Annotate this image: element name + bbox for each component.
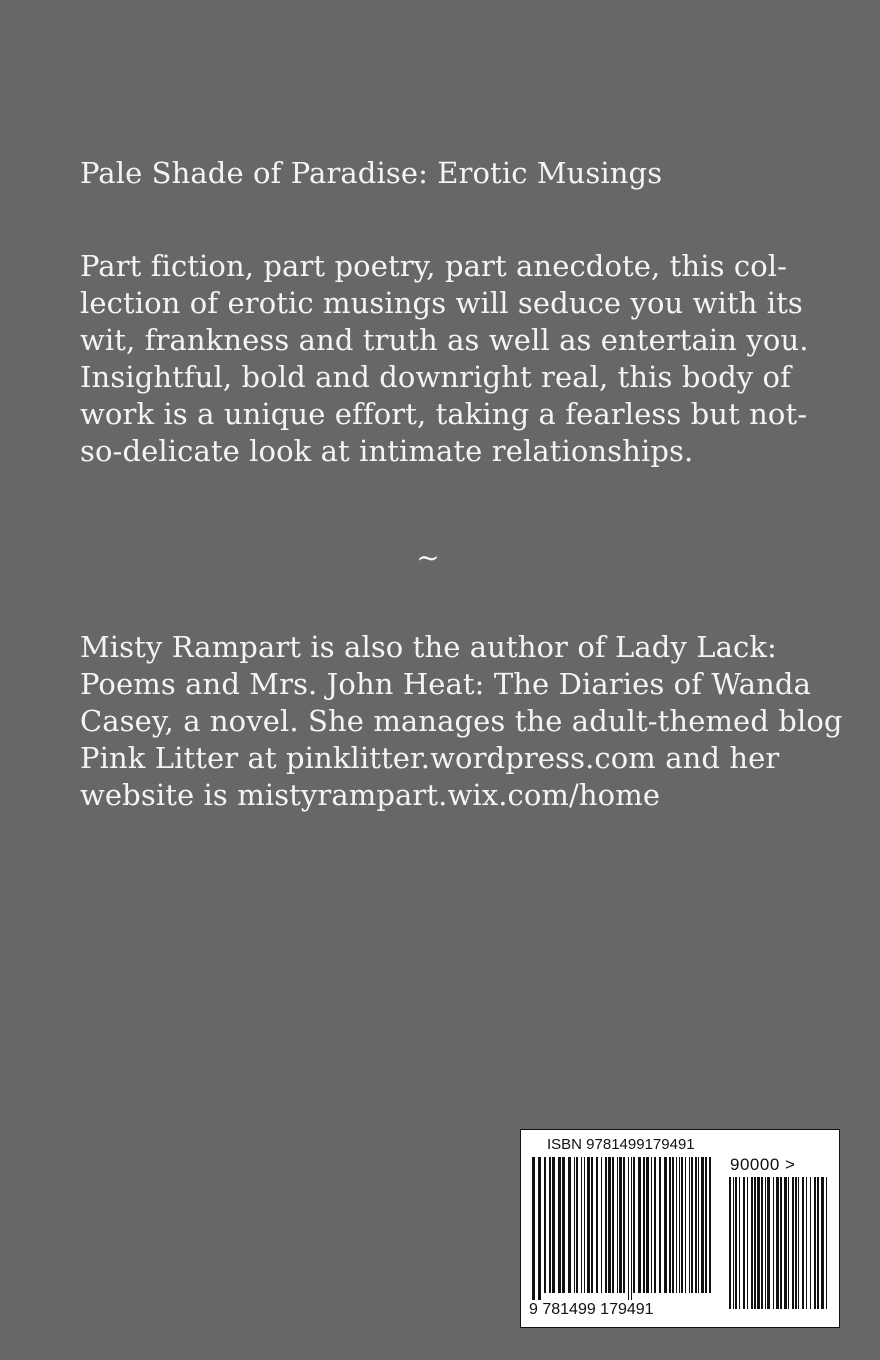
author-bio-line: Casey, a novel. She manages the adult-themed blog [80, 704, 843, 738]
barcode-bar [664, 1157, 667, 1293]
barcode-bar [646, 1157, 649, 1293]
barcode-bar [638, 1157, 641, 1293]
barcode-bar [549, 1157, 551, 1293]
barcode-bar [617, 1157, 618, 1293]
barcode-bar [776, 1177, 779, 1309]
barcode-bar [643, 1157, 645, 1293]
barcode-bar [795, 1177, 797, 1309]
barcode-bar [619, 1157, 622, 1293]
barcode-bar [695, 1157, 697, 1293]
separator-tilde: ~ [416, 541, 440, 574]
barcode-bar [806, 1177, 807, 1309]
blurb-line: wit, frankness and truth as well as entertain you. [80, 323, 809, 357]
barcode-bar [784, 1177, 787, 1309]
barcode-bar [628, 1157, 629, 1303]
barcode-bar [576, 1157, 578, 1293]
blurb-line: Part fiction, part poetry, part anecdote, this col- [80, 249, 788, 283]
barcode-bar [810, 1177, 811, 1309]
barcode-bar [651, 1157, 652, 1293]
barcode-bar [792, 1177, 794, 1309]
barcode-bar [552, 1157, 555, 1293]
barcode-bar [773, 1177, 774, 1309]
barcode-bar [788, 1177, 789, 1309]
blurb-line: lection of erotic musings will seduce you with its [80, 286, 803, 320]
barcode-bar [689, 1157, 690, 1293]
barcode-bar [685, 1157, 686, 1293]
barcode-bar [544, 1157, 546, 1293]
barcode-bar [654, 1157, 656, 1293]
barcode-bar [747, 1177, 748, 1309]
barcode-bar [612, 1157, 614, 1293]
author-bio-line: Misty Rampart is also the author of Lady Lack: [80, 630, 777, 664]
blurb-line: work is a unique effort, taking a fearless but not- [80, 397, 808, 431]
barcode-bar [705, 1157, 707, 1293]
barcode-bar [605, 1157, 607, 1293]
barcode-bar [802, 1177, 804, 1309]
barcode-bar [739, 1177, 740, 1309]
barcode-bar [757, 1177, 760, 1309]
barcode-bar [568, 1157, 571, 1293]
barcode-bar [631, 1157, 632, 1303]
book-title: Pale Shade of Paradise: Erotic Musings [80, 156, 663, 190]
barcode-bar [681, 1157, 683, 1293]
barcode-bar [659, 1157, 661, 1293]
barcode-bar [608, 1157, 611, 1293]
isbn-label: ISBN 9781499179491 [547, 1136, 695, 1153]
barcode-bar [574, 1157, 575, 1293]
barcode-bar [679, 1157, 680, 1293]
barcode-bar [672, 1157, 674, 1293]
barcode-bar [532, 1157, 535, 1303]
barcode-addon-icon [729, 1177, 829, 1319]
author-bio-line: Pink Litter at pinklitter.wordpress.com and her [80, 741, 780, 775]
barcode-bar [780, 1177, 782, 1309]
barcode-icon [532, 1157, 715, 1303]
barcode-bar [691, 1157, 693, 1293]
barcode-bar [817, 1177, 819, 1309]
barcode-bar [743, 1177, 745, 1309]
barcode-bar [669, 1157, 671, 1293]
barcode-bar [538, 1157, 541, 1303]
barcode-bar [765, 1177, 766, 1309]
barcode-bar [751, 1177, 753, 1309]
barcode-bar [698, 1157, 699, 1293]
blurb-line: so-delicate look at intimate relationships. [80, 434, 694, 468]
barcode-bar [623, 1157, 625, 1293]
barcode-bar [596, 1157, 598, 1293]
barcode-bar [767, 1177, 770, 1309]
barcode-bar [729, 1177, 731, 1309]
author-bio-line: website is mistyrampart.wix.com/home [80, 778, 661, 812]
barcode-bar [676, 1157, 677, 1293]
barcode-bar [558, 1157, 561, 1293]
barcode-bar [601, 1157, 602, 1293]
price-code: 90000 > [730, 1155, 796, 1174]
barcode-bar [701, 1157, 704, 1293]
barcode-digits: 9 781499 179491 [529, 1301, 654, 1318]
barcode-bar [591, 1157, 593, 1293]
barcode-bar [581, 1157, 582, 1293]
isbn-barcode [520, 1129, 840, 1328]
barcode-bar [826, 1177, 827, 1309]
barcode-bar [821, 1177, 824, 1309]
barcode-bar [814, 1177, 816, 1309]
barcode-bar [735, 1177, 737, 1309]
barcode-bar [733, 1177, 734, 1309]
barcode-bar [754, 1177, 756, 1309]
barcode-bar [709, 1157, 711, 1293]
barcode-bar [587, 1157, 590, 1293]
barcode-bar [798, 1177, 799, 1309]
barcode-bar [584, 1157, 585, 1293]
author-bio-line: Poems and Mrs. John Heat: The Diaries of Wanda [80, 667, 811, 701]
barcode-bar [562, 1157, 565, 1293]
barcode-bar [633, 1157, 635, 1293]
barcode-bar [761, 1177, 763, 1309]
blurb-line: Insightful, bold and downright real, this body of [80, 360, 791, 394]
